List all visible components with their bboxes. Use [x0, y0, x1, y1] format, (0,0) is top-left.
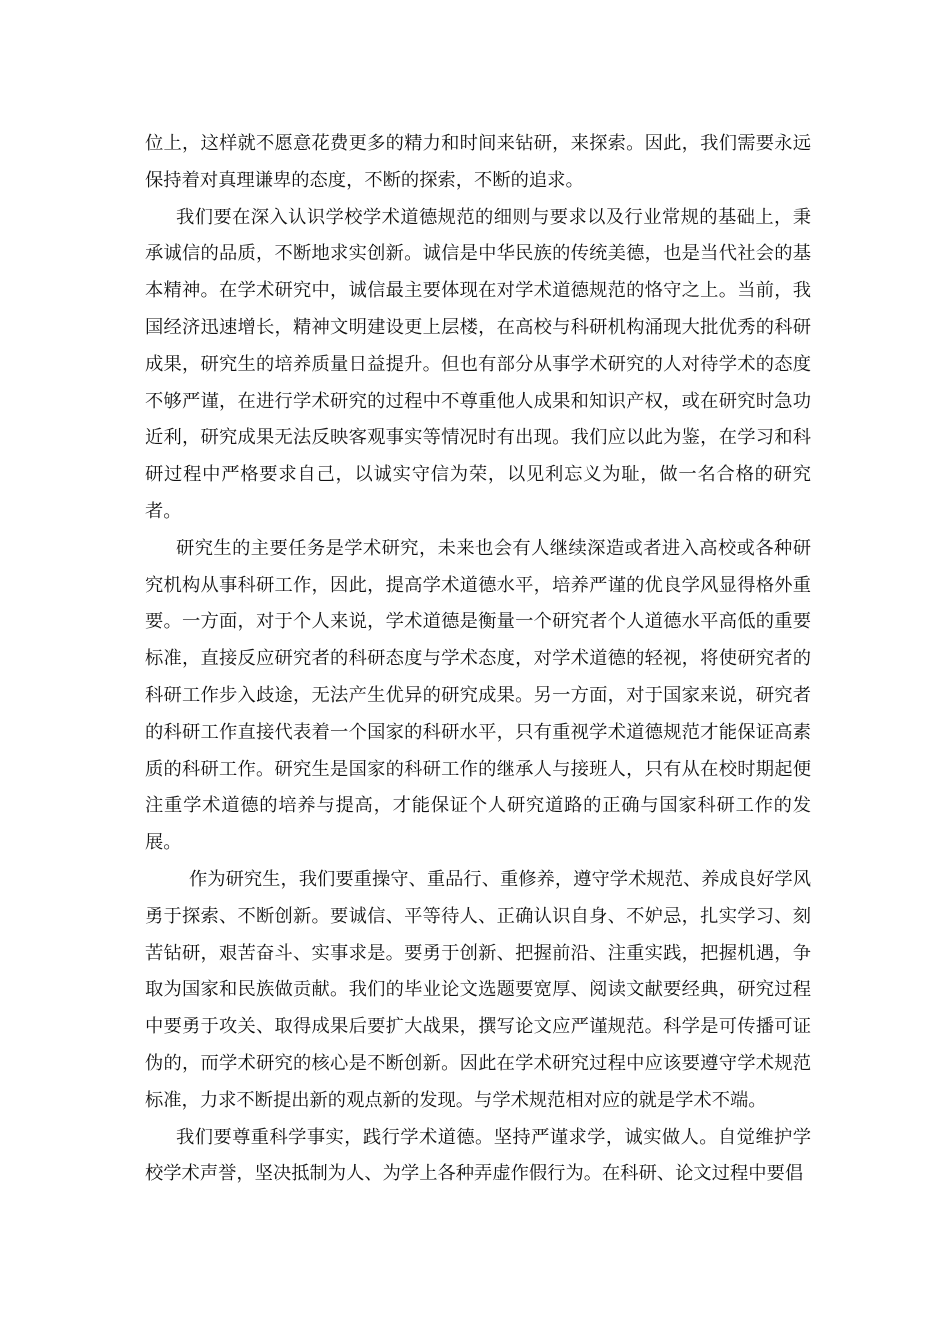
paragraph-continuation: 位上，这样就不愿意花费更多的精力和时间来钻研，来探索。因此，我们需要永远保持着对真理谦卑的态度，不断的探索，不断的追求。 [145, 133, 811, 191]
paragraph-respect-science: 我们要尊重科学事实，践行学术道德。坚持严谨求学，诚实做人。自觉维护学校学术声誉，坚决抵制为人、为学上各种弄虚作假行为。在科研、论文过程中要倡 [145, 1126, 811, 1185]
paragraph-as-graduate: 作为研究生，我们要重操守、重品行、重修养，遵守学术规范、养成良好学风勇于探索、不断创新。要诚信、平等待人、正确认识自身、不妒忌，扎实学习、刻苦钻研，艰苦奋斗、实事求是。要勇于创新、把握前沿、注重实践，把握机遇，争取为国家和民族做贡献。我们的毕业论文选题要宽厚、阅读文献要经典，研究过程中要勇于攻关、取得成果后要扩大战果，撰写论文应严谨规范。科学是可传播可证伪的，而学术研究的核心是不断创新。因此在学术研究过程中应该要遵守学术规范标准，力求不断提出新的观点新的发现。与学术规范相对应的就是学术不端。 [145, 868, 811, 1111]
paragraph-graduate-task: 研究生的主要任务是学术研究，未来也会有人继续深造或者进入高校或各种研究机构从事科研工作，因此，提高学术道德水平，培养严谨的优良学风显得格外重要。一方面，对于个人来说，学术道德是衡量一个研究者个人道德水平高低的重要标准，直接反应研究者的科研态度与学术态度，对学术道德的轻视，将使研究者的科研工作步入歧途，无法产生优异的研究成果。另一方面，对于国家来说，研究者的科研工作直接代表着一个国家的科研水平，只有重视学术道德规范才能保证高素质的科研工作。研究生是国家的科研工作的继承人与接班人，只有从在校时期起便注重学术道德的培养与提高，才能保证个人研究道路的正确与国家科研工作的发展。 [145, 537, 811, 854]
paragraph-integrity: 我们要在深入认识学校学术道德规范的细则与要求以及行业常规的基础上，秉承诚信的品质，不断地求实创新。诚信是中华民族的传统美德，也是当代社会的基本精神。在学术研究中，诚信最主要体现在对学术道德规范的恪守之上。当前，我国经济迅速增长，精神文明建设更上层楼，在高校与科研机构涌现大批优秀的科研成果，研究生的培养质量日益提升。但也有部分从事学术研究的人对待学术的态度不够严谨，在进行学术研究的过程中不尊重他人成果和知识产权，或在研究时急功近利，研究成果无法反映客观事实等情况时有出现。我们应以此为鉴，在学习和科研过程中严格要求自己，以诚实守信为荣，以见利忘义为耻，做一名合格的研究者。 [145, 206, 811, 522]
document-page [145, 126, 811, 1193]
